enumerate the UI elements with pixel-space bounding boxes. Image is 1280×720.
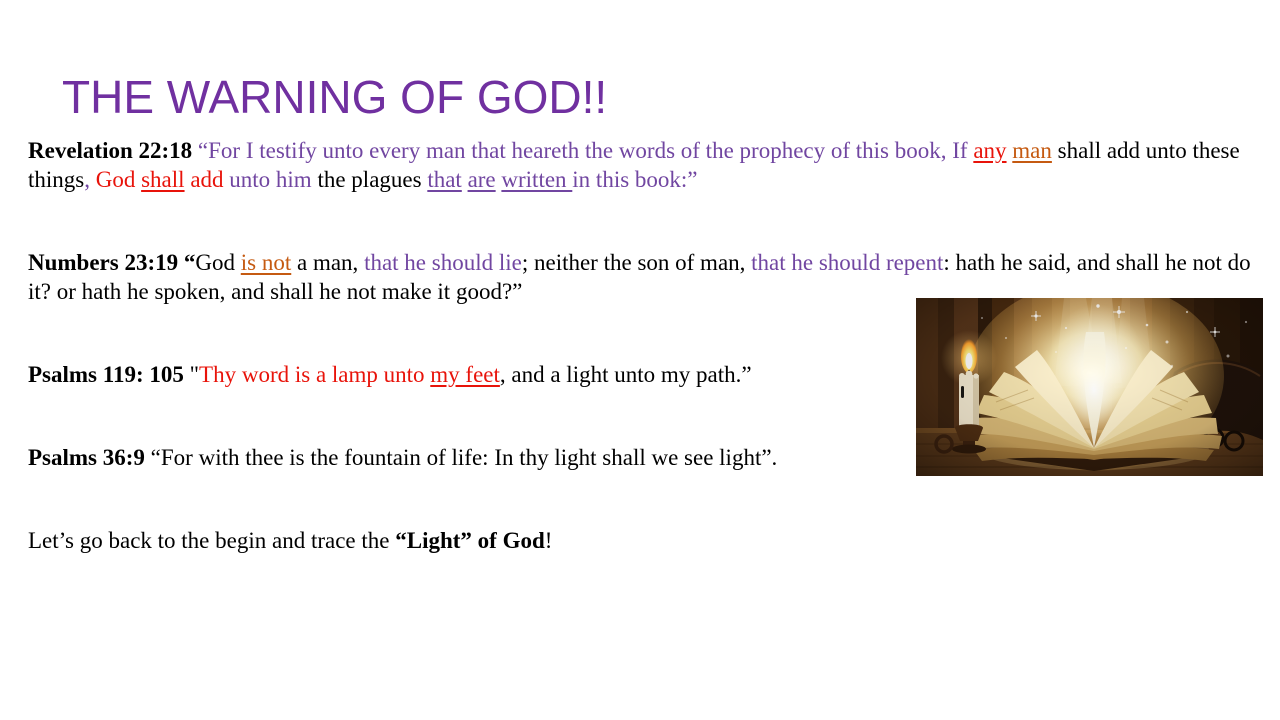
text-run: Revelation 22:18: [28, 138, 193, 163]
text-run: that he should lie: [364, 250, 522, 275]
slide-title: THE WARNING OF GOD!!: [62, 70, 608, 123]
text-run: “: [178, 250, 196, 275]
vignette-overlay: [916, 298, 1263, 476]
text-run: “Light” of God: [395, 528, 545, 553]
text-run: Let’s go back to the begin and trace the: [28, 528, 396, 553]
text-run: shall: [141, 167, 185, 192]
text-run: that he should repent: [751, 250, 944, 275]
text-run: add: [184, 167, 230, 192]
text-run: Psalms 119: 105: [28, 362, 184, 387]
text-run: are: [467, 167, 496, 192]
text-run: unto him: [229, 167, 312, 192]
text-run: : hath he said, and shall he not do it? or hath he spoken, and shall he not make it good?”: [28, 250, 1251, 304]
glowing-book-illustration: [916, 298, 1263, 476]
text-run: God: [195, 250, 241, 275]
text-run: my feet: [430, 362, 500, 387]
glowing-book-image: [916, 298, 1263, 476]
text-run: written: [501, 167, 573, 192]
text-run: any: [973, 138, 1007, 163]
text-run: God: [95, 167, 142, 192]
text-run: ,: [84, 167, 96, 192]
text-run: shall add unto these things: [28, 138, 1240, 192]
text-run: “For I testify unto every man that heareth the words of the prophecy of this book, If: [192, 138, 974, 163]
text-run: !: [544, 528, 553, 553]
text-run: in this book:”: [572, 167, 698, 192]
text-run: a man,: [291, 250, 365, 275]
text-run: man: [1012, 138, 1052, 163]
text-run: Numbers 23:19: [28, 250, 179, 275]
text-run: the plagues: [311, 167, 428, 192]
text-run: “For with thee is the fountain of life: In thy light shall we see light”.: [144, 445, 778, 470]
text-run: that: [427, 167, 462, 192]
text-run: Thy word is a lamp unto: [199, 362, 431, 387]
verse-paragraph: [28, 136, 1254, 194]
text-run: , and a light unto my path.”: [499, 362, 752, 387]
verse-paragraph: [28, 526, 1254, 555]
text-run: ": [183, 362, 200, 387]
text-run: is not: [240, 250, 292, 275]
text-run: ; neither the son of man,: [521, 250, 752, 275]
text-run: Psalms 36:9: [28, 445, 145, 470]
